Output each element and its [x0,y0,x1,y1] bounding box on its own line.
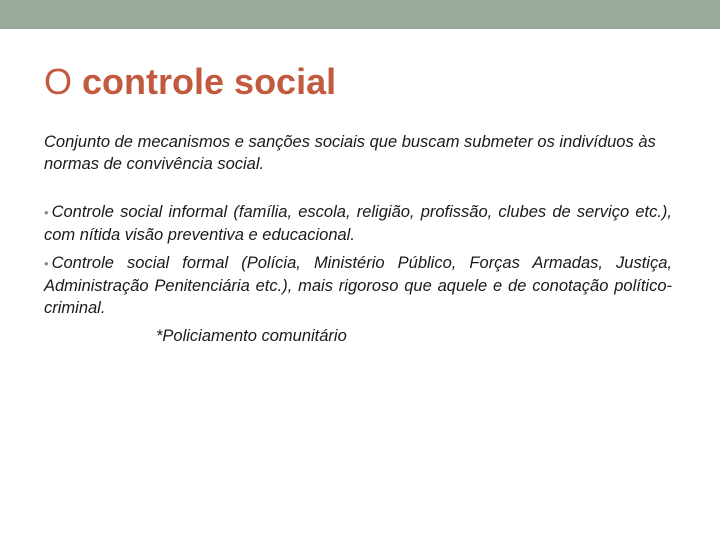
top-bar [0,0,720,29]
bullet-icon: • [44,205,49,220]
slide-title [44,60,336,104]
intro-paragraph: Conjunto de mecanismos e sanções sociais que buscam submeter os indivíduos às normas de convivência social. [44,133,656,173]
bullet-informal-control [44,201,672,246]
bullet-text: Controle social informal (família, escola, religião, profissão, clubes de serviço etc.), com nítida visão preventiva e educacional. [44,203,672,244]
title-main: controle social [82,61,337,102]
slide-content [44,131,672,347]
bullet-icon: • [44,256,49,271]
title-prefix: O [44,61,73,102]
bullet-formal-control [44,252,672,319]
bullet-text: Controle social formal (Polícia, Ministério Público, Forças Armadas, Justiça, Administração Penitenciária etc.), mais rigoroso que aquele e de conotação político-criminal. [44,254,672,317]
community-policing-note: *Policiamento comunitário [156,327,347,345]
